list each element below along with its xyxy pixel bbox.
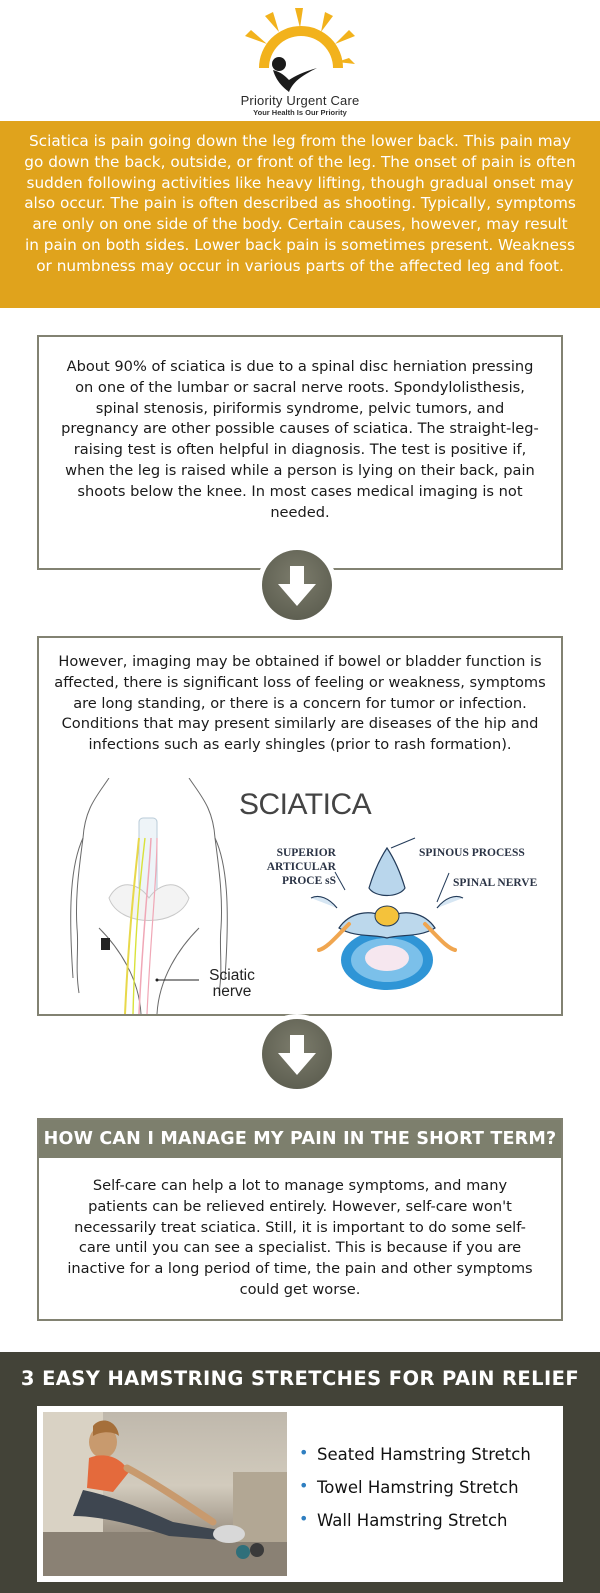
label-superior-articular-process: SUPERIOR ARTICULAR PROCE sS [266,847,336,887]
sun-with-figure-logo [237,6,363,92]
imaging-box [37,636,563,1016]
down-arrow-1 [257,545,337,625]
intro-text: Sciatica is pain going down the leg from the lower back. This pain may go down the back, outside, or front of the leg. The onset of pain is often sudden following activities like heavy lifting, though gradual onset may also occur. The pain is often described as shooting. Typically, symptoms are only on one side of the body. Certain causes, however, may result in pain on both sides. Lower back pain is sometimes present. Weakness or numbness may occur in various parts of the affected leg and foot. [24,132,576,275]
down-arrow-2 [257,1014,337,1094]
pelvis-spine-detail [101,818,189,1014]
intro-band [0,121,600,308]
list-item: • Seated Hamstring Stretch [299,1438,531,1471]
short-term-heading: HOW CAN I MANAGE MY PAIN IN THE SHORT TERM? [39,1120,561,1158]
stretching-woman-photo [43,1412,287,1576]
label-sciatic-nerve: Sciatic nerve [209,967,255,1000]
arrow-down-icon [274,562,320,608]
stretches-section [0,1352,600,1593]
list-item: • Wall Hamstring Stretch [299,1504,531,1537]
label-spinal-nerve: SPINAL NERVE [453,877,538,889]
short-term-text: Self-care can help a lot to manage symptoms, and many patients can be relieved entirely. However, self-care won't necessarily treat sciatica. Still, it is important to do some self-care until you can see a specialist. This is because if you are inactive for a long period of time, the pain and other symptoms could get worse. [67,1177,533,1298]
arrow-down-icon [274,1031,320,1077]
short-term-box [37,1118,563,1321]
sciatica-heading: SCIATICA [239,788,372,821]
stretches-title: 3 EASY HAMSTRING STRETCHES FOR PAIN RELIEF [20,1367,580,1390]
brand-name: Priority Urgent Care [240,93,360,108]
imaging-text: However, imaging may be obtained if bowel or bladder function is affected, there is significant loss of feeling or weakness, symptoms are long standing, or there is a concern for tumor or infection. Conditions that may present similarly are diseases of the hip and infections such as early shingles (prior to rash formation). [54,653,546,754]
stretch-list [299,1438,531,1537]
brand-tagline: Your Health Is Our Priority [253,108,347,117]
header [0,0,600,121]
label-spinous-process: SPINOUS PROCESS [419,847,525,859]
list-item: • Towel Hamstring Stretch [299,1471,531,1504]
decorative-mark-icon [101,938,110,950]
causes-box [37,335,563,570]
causes-text: About 90% of sciatica is due to a spinal disc herniation pressing on one of the lumbar or sacral nerve roots. Spondylolisthesis, spinal stenosis, piriformis syndrome, pelvic tumors, and pregnancy are other possible causes of sciatica. The straight-leg-raising test is often helpful in diagnosis. The test is positive if, when the leg is raised while a person is lying on their back, pain shoots below the knee. In most cases medical imaging is not needed. [61,358,539,521]
stretches-card [37,1406,563,1582]
